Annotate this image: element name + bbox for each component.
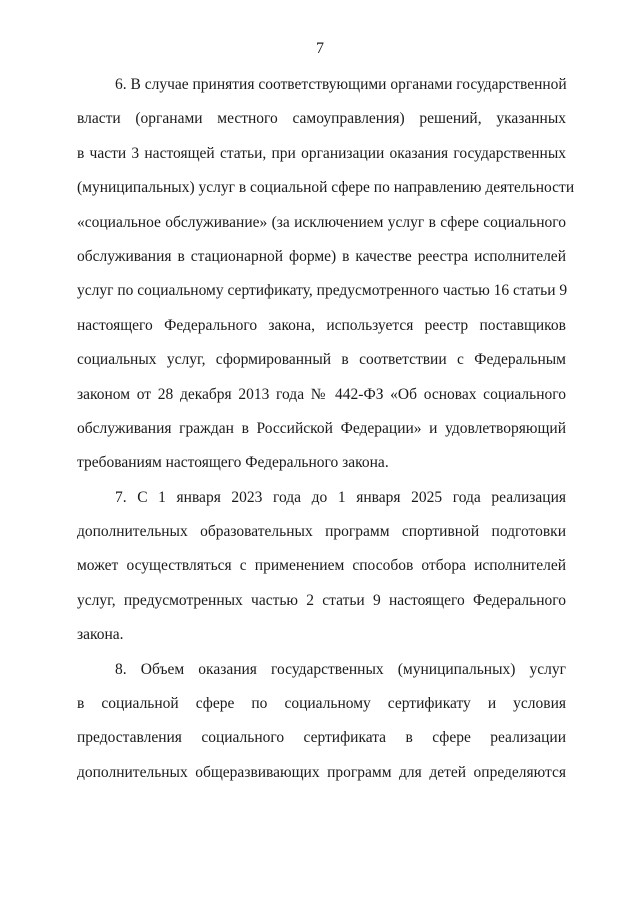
text-line: (муниципальных) услуг в социальной сфере по направлению деятельности [77, 179, 575, 197]
text-line: законом от 28 декабря 2013 года № 442-ФЗ «Об основах социального [77, 385, 566, 403]
text-line: настоящего Федерального закона, используется реестр поставщиков [77, 316, 566, 334]
text-line: услуг по социальному сертификату, предусмотренного частью 16 статьи 9 [77, 282, 568, 300]
paragraph-6 [77, 68, 575, 481]
paragraph-8 [77, 653, 566, 791]
text-line: требованиям настоящего Федерального закона. [77, 454, 389, 472]
text-line: дополнительных образовательных программ спортивной подготовки [77, 523, 566, 541]
text-line: обслуживания в стационарной форме) в качестве реестра исполнителей [77, 247, 566, 265]
text-line: 8. Объем оказания государственных (муниципальных) услуг [115, 660, 566, 678]
paragraph-7 [77, 481, 566, 653]
text-line: власти (органами местного самоуправления) решений, указанных [77, 110, 566, 128]
text-line: обслуживания граждан в Российской Федерации» и удовлетворяющий [77, 419, 566, 437]
text-line: 6. В случае принятия соответствующими органами государственной [115, 76, 567, 93]
text-line: дополнительных общеразвивающих программ для детей определяются [77, 763, 566, 781]
text-line: в части 3 настоящей статьи, при организации оказания государственных [77, 144, 566, 162]
text-line: 7. С 1 января 2023 года до 1 января 2025 года реализация [115, 488, 566, 506]
text-line: в социальной сфере по социальному сертификату и условия [77, 695, 566, 713]
text-line: закона. [77, 626, 124, 644]
text-line: «социальное обслуживание» (за исключением услуг в сфере социального [77, 213, 566, 231]
document-body [77, 68, 575, 790]
text-line: может осуществляться с применением способов отбора исполнителей [77, 557, 566, 575]
text-line: предоставления социального сертификата в сфере реализации [77, 729, 566, 747]
text-line: услуг, предусмотренных частью 2 статьи 9 настоящего Федерального [77, 591, 566, 609]
text-line: социальных услуг, сформированный в соответствии с Федеральным [77, 351, 566, 369]
page-number: 7 [316, 40, 324, 57]
